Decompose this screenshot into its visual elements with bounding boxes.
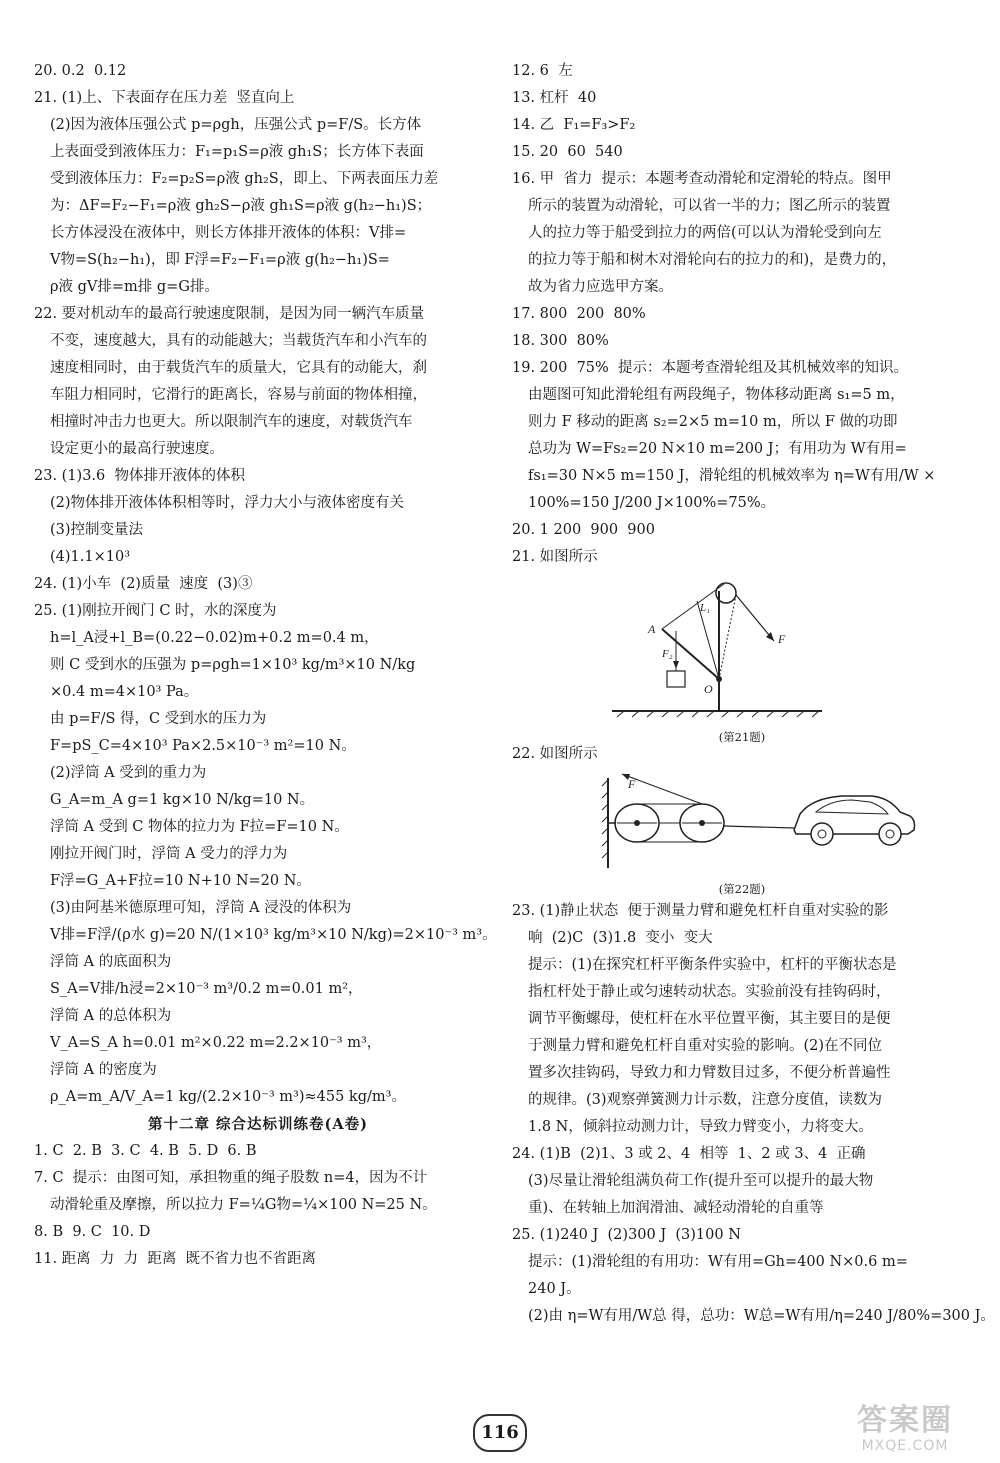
answer-line: 15. 20 60 540 <box>512 144 623 160</box>
answer-line: F=pS_C=4×10³ Pa×2.5×10⁻³ m²=10 N。 <box>50 738 356 754</box>
answer-line: 响 (2)C (3)1.8 变小 变大 <box>528 930 713 946</box>
label-F: F <box>628 777 636 791</box>
answers-block-chapter11 <box>34 58 497 1111</box>
chapter-title: 第十二章 综合达标训练卷(A卷) <box>147 1116 369 1133</box>
answer-line: (3)尽量让滑轮组满负荷工作(提升至可以提升的最大物 <box>528 1173 874 1189</box>
answer-line: 17. 800 200 80% <box>512 306 646 322</box>
answer-line: 14. 乙 F₁=F₃>F₂ <box>512 117 636 133</box>
answer-line: (2)浮筒 A 受到的重力为 <box>50 765 207 781</box>
answer-line: 由 p=F/S 得，C 受到水的压力为 <box>50 711 267 727</box>
q22-label: 22. 如图所示 <box>512 746 598 762</box>
figure-21-caption: (第21题) <box>718 730 766 744</box>
right-column <box>512 58 995 1330</box>
answer-line: 车阻力相同时，它滑行的距离长，容易与前面的物体相撞， <box>50 387 427 403</box>
answer-line: 所示的装置为动滑轮，可以省一半的力；图乙所示的装置 <box>528 198 891 214</box>
answer-line: (2)物体排开液体体积相等时，浮力大小与液体密度有关 <box>50 495 405 511</box>
answer-line: (2)由 η=W有用/W总 得，总功：W总=W有用/η=240 J/80%=300 J。 <box>528 1308 995 1324</box>
answer-line: h=l_A浸+l_B=(0.22−0.02)m+0.2 m=0.4 m， <box>50 630 379 646</box>
lever-diagram <box>512 571 972 721</box>
answer-line: (4)1.1×10³ <box>50 549 131 565</box>
answer-line: 重)、在转轴上加润滑油、减轻动滑轮的自重等 <box>528 1200 824 1216</box>
answer-line: V排=F浮/(ρ水 g)=20 N/(1×10³ kg/m³×10 N/kg)=2×10⁻³ m³。 <box>50 927 497 943</box>
answer-line: 则 C 受到水的压强为 p=ρgh=1×10³ kg/m³×10 N/kg <box>50 657 416 673</box>
answer-line: (3)由阿基米德原理可知，浮筒 A 浸没的体积为 <box>50 900 352 916</box>
answers-block-right-upper <box>512 58 972 571</box>
watermark-logo: 答案圈 <box>857 1403 953 1438</box>
answer-line: 20. 1 200 900 900 <box>512 522 655 538</box>
answer-line: 8. B 9. C 10. D <box>34 1224 151 1240</box>
answer-line: 23. (1)3.6 物体排开液体的体积 <box>34 468 245 484</box>
answer-line: 浮筒 A 的总体积为 <box>50 1008 172 1024</box>
answers-block-right-lower <box>512 898 995 1330</box>
answer-line: 16. 甲 省力 提示：本题考查动滑轮和定滑轮的特点。图甲 <box>512 171 892 187</box>
answer-line: 13. 杠杆 40 <box>512 90 597 106</box>
answer-line: 24. (1)小车 (2)质量 速度 (3)③ <box>34 576 253 592</box>
answer-line: 21. (1)上、下表面存在压力差 竖直向上 <box>34 90 295 106</box>
answer-line: 提示：(1)在探究杠杆平衡条件实验中，杠杆的平衡状态是 <box>528 957 897 973</box>
answer-line: (3)控制变量法 <box>50 522 144 538</box>
answer-line: 总功为 W=Fs₂=20 N×10 m=200 J；有用功为 W有用= <box>528 441 907 457</box>
answer-line: 21. 如图所示 <box>512 549 598 565</box>
figure-22 <box>512 768 972 898</box>
answer-line: 为：ΔF=F₂−F₁=ρ液 gh₂S−ρ液 gh₁S=ρ液 g(h₂−h₁)S； <box>50 198 432 214</box>
answer-line: 22. 要对机动车的最高行驶速度限制，是因为同一辆汽车质量 <box>34 306 425 322</box>
answer-line: 25. (1)240 J (2)300 J (3)100 N <box>512 1227 741 1243</box>
answer-line: 设定更小的最高行驶速度。 <box>50 441 224 457</box>
answer-line: 由题图可知此滑轮组有两段绳子，物体移动距离 s₁=5 m， <box>528 387 905 403</box>
answer-line: 1.8 N，倾斜拉动测力计，导致力臂变小，力将变大。 <box>528 1119 873 1135</box>
answer-line: 20. 0.2 0.12 <box>34 63 127 79</box>
answer-line: G_A=m_A g=1 kg×10 N/kg=10 N。 <box>50 792 315 808</box>
answer-line: 25. (1)刚拉开阀门 C 时，水的深度为 <box>34 603 277 619</box>
answer-line: 240 J。 <box>528 1281 581 1297</box>
answer-line: 1. C 2. B 3. C 4. B 5. D 6. B <box>34 1143 257 1159</box>
answer-line: 23. (1)静止状态 便于测量力臂和避免杠杆自重对实验的影 <box>512 903 889 919</box>
answer-line: (2)因为液体压强公式 p=ρgh，压强公式 p=F/S。长方体 <box>50 117 422 133</box>
answer-line: ×0.4 m=4×10³ Pa。 <box>50 684 199 700</box>
answers-block-chapter12 <box>34 1138 482 1273</box>
answer-line: 18. 300 80% <box>512 333 609 349</box>
answer-line: 上表面受到液体压力：F₁=p₁S=ρ液 gh₁S；长方体下表面 <box>50 144 424 160</box>
answer-line: 提示：(1)滑轮组的有用功：W有用=Gh=400 N×0.6 m= <box>528 1254 908 1270</box>
answer-line: 故为省力应选甲方案。 <box>528 279 673 295</box>
left-column <box>34 58 497 1273</box>
answer-line: 100%=150 J/200 J×100%=75%。 <box>528 495 776 511</box>
label-F2: F₂ <box>662 648 673 660</box>
answer-line: ρ_A=m_A/V_A=1 kg/(2.2×10⁻³ m³)≈455 kg/m³。 <box>50 1089 406 1105</box>
answer-line: 的规律。(3)观察弹簧测力计示数，注意分度值，读数为 <box>528 1092 883 1108</box>
answer-line: 调节平衡螺母，使杠杆在水平位置平衡，其主要目的是便 <box>528 1011 891 1027</box>
answer-line: 19. 200 75% 提示：本题考查滑轮组及其机械效率的知识。 <box>512 360 909 376</box>
answer-line: 指杠杆处于静止或匀速转动状态。实验前没有挂钩码时， <box>528 984 891 1000</box>
answer-line: 动滑轮重及摩擦，所以拉力 F=¼G物=¼×100 N=25 N。 <box>50 1197 437 1213</box>
answer-line: fs₁=30 N×5 m=150 J，滑轮组的机械效率为 η=W有用/W × <box>528 468 936 484</box>
page-number-text: 116 <box>473 1414 527 1452</box>
pulley-car-diagram <box>512 768 972 873</box>
label-O: O <box>704 682 713 696</box>
answer-line: 浮筒 A 受到 C 物体的拉力为 F拉=F=10 N。 <box>50 819 349 835</box>
answer-line: 的拉力等于船和树木对滑轮向右的拉力的和)，是费力的， <box>528 252 897 268</box>
answer-line: 长方体浸没在液体中，则长方体排开液体的体积：V排= <box>50 225 407 241</box>
answer-line: V物=S(h₂−h₁)，即 F浮=F₂−F₁=ρ液 g(h₂−h₁)S= <box>50 252 390 268</box>
answer-line: 12. 6 左 <box>512 63 573 79</box>
answer-line: 受到液体压力：F₂=p₂S=ρ液 gh₂S，即上、下两表面压力差 <box>50 171 439 187</box>
answer-line: 11. 距离 力 力 距离 既不省力也不省距离 <box>34 1251 317 1267</box>
answer-line: 于测量力臂和避免杠杆自重对实验的影响。(2)在不同位 <box>528 1038 883 1054</box>
answer-line: V_A=S_A h=0.01 m²×0.22 m=2.2×10⁻³ m³， <box>50 1035 382 1051</box>
answer-line: 7. C 提示：由图可知，承担物重的绳子股数 n=4，因为不计 <box>34 1170 428 1186</box>
answer-line: ρ液 gV排=m排 g=G排。 <box>50 279 219 295</box>
answer-line: 浮筒 A 的密度为 <box>50 1062 157 1078</box>
answer-line: 24. (1)B (2)1、3 或 2、4 相等 1、2 或 3、4 正确 <box>512 1146 866 1162</box>
answer-line: 相撞时冲击力也更大。所以限制汽车的速度，对载货汽车 <box>50 414 413 430</box>
answer-line: 置多次挂钩码，导致力和力臂数目过多，不便分析普遍性 <box>528 1065 891 1081</box>
answer-line: 刚拉开阀门时，浮筒 A 受力的浮力为 <box>50 846 288 862</box>
answer-line: 则力 F 移动的距离 s₂=2×5 m=10 m，所以 F 做的功即 <box>528 414 898 430</box>
label-L1: L₁ <box>700 602 710 614</box>
watermark <box>820 1405 990 1459</box>
answer-line: 人的拉力等于船受到拉力的两倍(可以认为滑轮受到向左 <box>528 225 882 241</box>
watermark-url: MXQE.COM <box>861 1438 949 1454</box>
answer-line: 速度相同时，由于载货汽车的质量大，它具有的动能大，刹 <box>50 360 427 376</box>
answer-line: 浮筒 A 的底面积为 <box>50 954 172 970</box>
page-number <box>470 1414 530 1448</box>
label-A: A <box>648 622 656 636</box>
figure-21 <box>512 571 972 744</box>
answer-line: 不变，速度越大，具有的动能越大；当载货汽车和小汽车的 <box>50 333 427 349</box>
answer-line: S_A=V排/h浸=2×10⁻³ m³/0.2 m=0.01 m²， <box>50 981 363 997</box>
label-F: F <box>778 632 786 646</box>
figure-22-caption: (第22题) <box>718 882 766 896</box>
answer-line: F浮=G_A+F拉=10 N+10 N=20 N。 <box>50 873 311 889</box>
